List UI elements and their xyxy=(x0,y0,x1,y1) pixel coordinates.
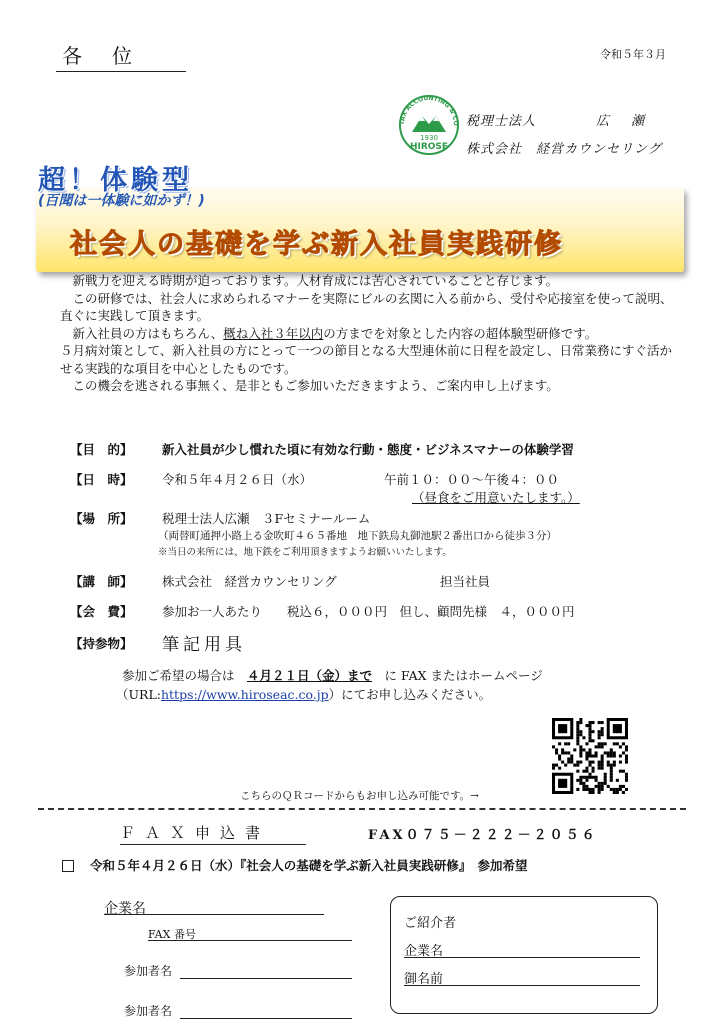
referrer-name-label: 御名前 xyxy=(404,972,444,987)
banner-tag: 超！体験型 xyxy=(38,165,193,196)
addressee: 各位 xyxy=(56,40,186,72)
qr-note: こちらのＱＲコードからもお申し込み可能です。→ xyxy=(240,790,479,802)
referrer-title: ご紹介者 xyxy=(404,916,457,931)
datetime-label: 【日 時】 xyxy=(70,472,133,487)
issue-date: 令和５年３月 xyxy=(600,48,666,61)
logo-year: 1930 xyxy=(420,134,438,142)
banner-subtag: (百聞は一体験に如かず！) xyxy=(38,193,205,209)
participant-2-label: 参加者名 xyxy=(124,1004,173,1018)
items-label: 【持参物】 xyxy=(70,636,133,651)
participation-line: 令和５年４月２６日（水）『社会人の基礎を学ぶ新入社員実践研修』 参加希望 xyxy=(90,858,528,873)
lecturer-value: 株式会社 経営カウンセリング xyxy=(162,574,337,589)
lecturer-label: 【講 師】 xyxy=(70,574,133,589)
lunch-note: （昼食をご用意いたします。） xyxy=(412,490,580,505)
banner-title: 社会人の基礎を学ぶ新入社員実践研修 xyxy=(70,229,563,260)
org-name: 広瀬 xyxy=(596,114,667,129)
participant-1-field[interactable] xyxy=(180,978,352,979)
event-date: 令和５年４月２６日（水） xyxy=(162,472,313,487)
org-type: 税理士法人 xyxy=(466,114,537,129)
event-time: 午前１０：００～午後４：００ xyxy=(384,472,560,487)
apply-text: に FAX またはホームページ xyxy=(372,668,543,683)
intro-paragraph xyxy=(60,325,684,343)
participation-checkbox[interactable] xyxy=(62,860,74,872)
items-value: 筆記用具 xyxy=(162,635,246,655)
purpose-value: 新入社員が少し慣れた頃に有効な行動・態度・ビジネスマナーの体験学習 xyxy=(162,442,574,457)
fax-form-title: ＦＡＸ申込書 xyxy=(120,822,306,845)
hirose-logo xyxy=(398,94,460,156)
lecturer-role: 担当社員 xyxy=(440,574,491,589)
deadline: ４月２１日（金）まで xyxy=(247,668,373,683)
place-label: 【場 所】 xyxy=(70,511,133,526)
org-line-1 xyxy=(466,110,666,129)
purpose-label: 【目 的】 xyxy=(70,442,133,457)
intro-text-part: の方までを対象とした内容の超体験型研修です。 xyxy=(323,325,598,341)
apply-text: （URL: xyxy=(116,687,161,702)
company-field[interactable] xyxy=(104,914,324,915)
fax-field[interactable] xyxy=(148,940,352,941)
website-link[interactable]: https://www.hiroseac.co.jp xyxy=(160,687,329,702)
intro-paragraph: この機会を逃される事無く、是非ともご参加いただきますよう、ご案内申し上げます。 xyxy=(72,378,559,393)
logo-name: HIROSE xyxy=(409,142,449,152)
apply-instructions xyxy=(122,666,543,684)
intro-paragraph: 新戦力を迎える時期が迫っております。人材育成には苦心されていることと存じます。 xyxy=(72,273,559,288)
company-label: 企業名 xyxy=(104,901,146,917)
referrer-company-field[interactable] xyxy=(404,957,640,958)
fax-number: FAX０７５－２２２－２０５６ xyxy=(368,828,598,843)
intro-paragraph: ５月病対策として、新入社員の方にとって一つの節目となる大型連休前に日程を設定し、日常業務にすぐ活かせる実践的な項目を中心としたものです。 xyxy=(60,343,673,376)
apply-url-line xyxy=(116,685,491,703)
participant-2-field[interactable] xyxy=(180,1018,352,1019)
intro-paragraph: この研修では、社会人に求められるマナーを実際にビルの玄関に入る前から、受付や応接室を使って説明、直ぐに実践して頂きます。 xyxy=(60,290,673,323)
referrer-company-label: 企業名 xyxy=(404,944,444,959)
place-address: （両替町通押小路上る金吹町４６５番地 地下鉄烏丸御池駅２番出口から徒歩３分） xyxy=(158,530,557,542)
fax-label: FAX 番号 xyxy=(148,928,196,941)
cut-line xyxy=(38,808,686,810)
fee-label: 【会 費】 xyxy=(70,604,133,619)
referrer-name-field[interactable] xyxy=(404,985,640,986)
fee-value: 参加お一人あたり 税込６，０００円 但し、顧問先様 ４，０００円 xyxy=(162,604,575,619)
logo-ring-text: TAX ACCOUNTING & CO xyxy=(398,94,460,126)
participant-1-label: 参加者名 xyxy=(124,964,173,978)
apply-text: 参加ご希望の場合は xyxy=(122,668,248,683)
qr-code[interactable] xyxy=(552,718,628,794)
org-line-2: 株式会社 経営カウンセリング xyxy=(466,142,662,157)
intro-text xyxy=(60,272,684,395)
place-note: ※当日の来所には、地下鉄をご利用頂きますようお願いいたします。 xyxy=(158,547,452,558)
apply-text: ）にてお申し込みください。 xyxy=(328,687,492,702)
target-period: 概ね入社３年以内 xyxy=(223,325,324,341)
intro-text-part: 新入社員の方はもちろん、 xyxy=(72,325,224,341)
place-value: 税理士法人広瀬 ３Fセミナールーム xyxy=(162,511,371,526)
